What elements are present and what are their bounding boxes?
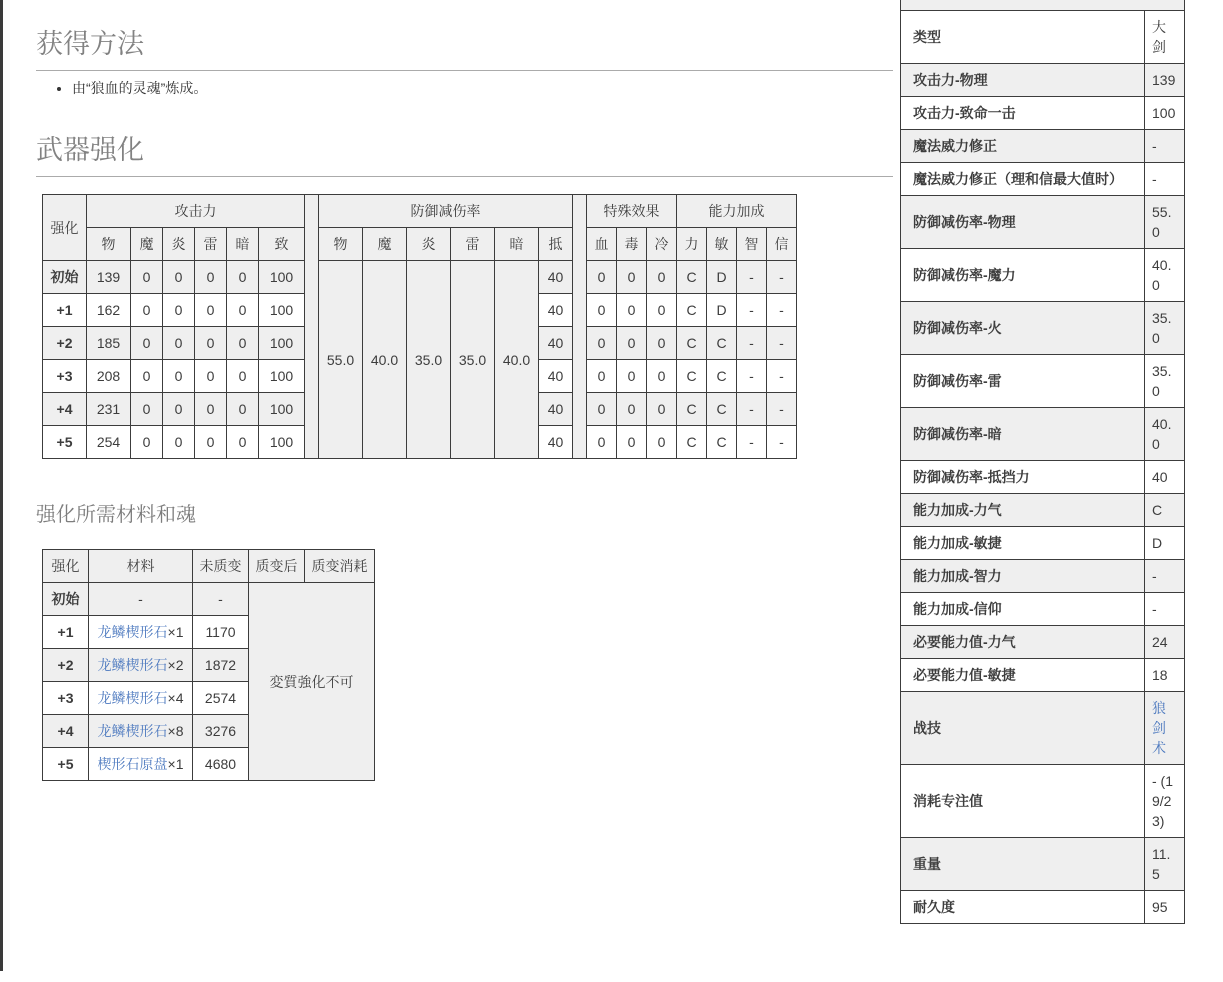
infobox-row: [901, 129, 1185, 162]
attack-value: 0: [163, 327, 195, 360]
infobox-stat-label: 类型: [901, 10, 1145, 63]
infobox-stat-value: 95: [1145, 890, 1185, 923]
infobox-stat-value: [1145, 691, 1185, 764]
upgrade-corner-header: 强化: [43, 195, 87, 261]
material-cell: -: [89, 583, 193, 616]
infobox-stat-value: 139: [1145, 63, 1185, 96]
defense-merged-value: 35.0: [407, 261, 451, 459]
column-header: 物: [319, 228, 363, 261]
upgrade-level-label: +3: [43, 682, 89, 715]
attack-value: 100: [259, 327, 305, 360]
upgrade-level-label: +2: [43, 327, 87, 360]
infobox-row: [901, 526, 1185, 559]
scaling-value: C: [707, 327, 737, 360]
attack-value: 185: [87, 327, 131, 360]
scaling-value: -: [767, 393, 797, 426]
upgrade-level-label: +5: [43, 748, 89, 781]
scaling-value: -: [737, 426, 767, 459]
infobox-stat-label: 魔法威力修正（理和信最大值时）: [901, 162, 1145, 195]
material-qty: ×8: [167, 723, 184, 739]
column-header: 质变消耗: [305, 550, 375, 583]
special-effect-value: 0: [587, 393, 617, 426]
souls-cost: 2574: [193, 682, 249, 715]
upgrade-level-label: +4: [43, 393, 87, 426]
attack-value: 0: [195, 261, 227, 294]
column-header: 暗: [227, 228, 259, 261]
attack-group-header: 攻击力: [87, 195, 305, 228]
column-header: 魔: [363, 228, 407, 261]
scaling-value: -: [767, 360, 797, 393]
infobox-stat-value: 35.0: [1145, 301, 1185, 354]
weapon-stats-infobox: [900, 0, 1184, 924]
infobox-stat-label: 防御减伤率-魔力: [901, 248, 1145, 301]
scaling-value: C: [707, 426, 737, 459]
attack-value: 162: [87, 294, 131, 327]
guard-value: 40: [539, 426, 573, 459]
scaling-value: -: [737, 360, 767, 393]
infobox-row: [901, 354, 1185, 407]
special-effect-value: 0: [647, 294, 677, 327]
infobox-stat-value: 40.0: [1145, 407, 1185, 460]
infobox-row: [901, 691, 1185, 764]
material-cell: [89, 715, 193, 748]
attack-value: 100: [259, 426, 305, 459]
column-header: 信: [767, 228, 797, 261]
special-group-header: 特殊效果: [587, 195, 677, 228]
infobox-row: [901, 625, 1185, 658]
infobox-stat-label: 耐久度: [901, 890, 1145, 923]
column-header: 炎: [407, 228, 451, 261]
attack-value: 0: [227, 393, 259, 426]
column-header: 雷: [451, 228, 495, 261]
attack-value: 231: [87, 393, 131, 426]
infobox-stat-label: 消耗专注值: [901, 764, 1145, 837]
infobox-stat-label: 重量: [901, 837, 1145, 890]
materials-table-wrap: [42, 549, 375, 781]
scaling-value: C: [677, 426, 707, 459]
infobox-row: [901, 460, 1185, 493]
infobox-row: [901, 96, 1185, 129]
infobox-stat-label: 防御减伤率-火: [901, 301, 1145, 354]
infobox-stat-value: - (19/23): [1145, 764, 1185, 837]
column-header: 血: [587, 228, 617, 261]
upgrade-level-label: 初始: [43, 583, 89, 616]
special-effect-value: 0: [587, 294, 617, 327]
column-header: 物: [87, 228, 131, 261]
column-header: 炎: [163, 228, 195, 261]
infobox-row: [901, 493, 1185, 526]
scaling-value: -: [737, 294, 767, 327]
material-cell: [89, 748, 193, 781]
scaling-value: C: [677, 327, 707, 360]
infobox-stat-label: 防御减伤率-暗: [901, 407, 1145, 460]
scaling-value: -: [737, 393, 767, 426]
infobox-row: [901, 248, 1185, 301]
attack-value: 0: [131, 426, 163, 459]
scaling-value: C: [677, 294, 707, 327]
upgrade-level-label: +5: [43, 426, 87, 459]
obtain-method-item: • 由“狼血的灵魂”炼成。: [72, 78, 207, 98]
material-cell: [89, 682, 193, 715]
infobox-stat-label: 攻击力-致命一击: [901, 96, 1145, 129]
infobox-stat-label: 必要能力值-力气: [901, 625, 1145, 658]
attack-value: 0: [163, 261, 195, 294]
scaling-value: D: [707, 294, 737, 327]
scaling-value: -: [767, 261, 797, 294]
attack-value: 0: [163, 360, 195, 393]
scaling-value: C: [677, 393, 707, 426]
infobox-stat-value: -: [1145, 129, 1185, 162]
infobox-cropped-row: [901, 0, 1185, 10]
scaling-value: C: [677, 261, 707, 294]
attack-value: 0: [131, 360, 163, 393]
upgrade-level-label: 初始: [43, 261, 87, 294]
scaling-value: C: [707, 393, 737, 426]
special-effect-value: 0: [647, 426, 677, 459]
defense-merged-value: 40.0: [363, 261, 407, 459]
attack-value: 0: [131, 327, 163, 360]
attack-value: 0: [195, 360, 227, 393]
defense-merged-value: 55.0: [319, 261, 363, 459]
upgrade-level-label: +1: [43, 294, 87, 327]
infobox-row: [901, 10, 1185, 63]
material-qty: ×2: [167, 657, 184, 673]
infobox-stat-value: D: [1145, 526, 1185, 559]
souls-cost: 3276: [193, 715, 249, 748]
special-effect-value: 0: [587, 327, 617, 360]
column-header: 敏: [707, 228, 737, 261]
special-effect-value: 0: [647, 360, 677, 393]
attack-value: 0: [227, 261, 259, 294]
special-effect-value: 0: [617, 360, 647, 393]
special-effect-value: 0: [617, 294, 647, 327]
infobox-row: [901, 195, 1185, 248]
material-cell: [89, 616, 193, 649]
material-qty: ×1: [167, 624, 184, 640]
defense-merged-value: 40.0: [495, 261, 539, 459]
infobox-stat-value: 40: [1145, 460, 1185, 493]
defense-merged-value: 35.0: [451, 261, 495, 459]
special-effect-value: 0: [617, 261, 647, 294]
infobox-row: [901, 592, 1185, 625]
table-spacer: [573, 195, 587, 459]
infobox-stat-label: 能力加成-智力: [901, 559, 1145, 592]
infobox-stat-label: 防御减伤率-物理: [901, 195, 1145, 248]
attack-value: 0: [131, 294, 163, 327]
material-link[interactable]: 楔形石原盘: [97, 756, 168, 772]
column-header: 智: [737, 228, 767, 261]
special-effect-value: 0: [617, 393, 647, 426]
infobox-stat-value: 11.5: [1145, 837, 1185, 890]
special-effect-value: 0: [587, 360, 617, 393]
infobox-stat-value: -: [1145, 559, 1185, 592]
table-spacer: [305, 195, 319, 459]
attack-value: 0: [163, 393, 195, 426]
material-qty: ×4: [167, 690, 184, 706]
infobox-row: [901, 407, 1185, 460]
column-header: 抵: [539, 228, 573, 261]
guard-value: 40: [539, 294, 573, 327]
infobox-stat-value: 100: [1145, 96, 1185, 129]
scaling-value: C: [707, 360, 737, 393]
infobox-stat-value: 大剑: [1145, 10, 1185, 63]
column-header: 冷: [647, 228, 677, 261]
attack-value: 0: [227, 360, 259, 393]
materials-row: [43, 583, 375, 616]
infobox-stat-value: 55.0: [1145, 195, 1185, 248]
upgrade-level-label: +4: [43, 715, 89, 748]
column-header: 致: [259, 228, 305, 261]
infobox-cropped-cell: [901, 0, 1185, 10]
attack-value: 0: [227, 426, 259, 459]
attack-value: 0: [195, 393, 227, 426]
upgrade-group-header-row: [43, 195, 797, 228]
material-link[interactable]: 龙鳞楔形石: [97, 690, 168, 706]
material-qty: ×1: [167, 756, 184, 772]
upgrade-table-wrap: [42, 194, 797, 459]
guard-value: 40: [539, 261, 573, 294]
infobox-row: [901, 301, 1185, 354]
material-link[interactable]: 龙鳞楔形石: [97, 723, 168, 739]
infobox-row: [901, 837, 1185, 890]
attack-value: 0: [163, 426, 195, 459]
infobox-row: [901, 658, 1185, 691]
upgrade-level-label: +1: [43, 616, 89, 649]
scaling-value: -: [737, 327, 767, 360]
attack-value: 0: [131, 393, 163, 426]
infobox-stat-label: 能力加成-力气: [901, 493, 1145, 526]
column-header: 强化: [43, 550, 89, 583]
attack-value: 0: [163, 294, 195, 327]
scaling-value: D: [707, 261, 737, 294]
attack-value: 0: [131, 261, 163, 294]
weapon-skill-link[interactable]: 狼剑术: [1152, 699, 1166, 756]
page-left-border: [0, 0, 3, 971]
column-header: 材料: [89, 550, 193, 583]
section-heading-materials: 强化所需材料和魂: [36, 504, 196, 526]
scaling-value: -: [767, 327, 797, 360]
scaling-value: C: [677, 360, 707, 393]
attack-value: 208: [87, 360, 131, 393]
infusion-unavailable-note: 変質強化不可: [249, 583, 375, 781]
infobox-stat-label: 必要能力值-敏捷: [901, 658, 1145, 691]
infobox-row: [901, 559, 1185, 592]
infobox-stat-value: -: [1145, 592, 1185, 625]
special-effect-value: 0: [617, 327, 647, 360]
special-effect-value: 0: [587, 426, 617, 459]
souls-cost: 1170: [193, 616, 249, 649]
column-header: 暗: [495, 228, 539, 261]
infobox-stat-value: 40.0: [1145, 248, 1185, 301]
souls-cost: 4680: [193, 748, 249, 781]
special-effect-value: 0: [647, 327, 677, 360]
upgrade-level-label: +2: [43, 649, 89, 682]
material-cell: [89, 649, 193, 682]
attack-value: 254: [87, 426, 131, 459]
attack-value: 100: [259, 360, 305, 393]
materials-header-row: [43, 550, 375, 583]
infobox-stat-label: 防御减伤率-抵挡力: [901, 460, 1145, 493]
attack-value: 0: [195, 426, 227, 459]
upgrade-subheader-row: [43, 228, 797, 261]
infobox-stat-value: C: [1145, 493, 1185, 526]
scaling-value: -: [737, 261, 767, 294]
infobox-row: [901, 890, 1185, 923]
column-header: 力: [677, 228, 707, 261]
column-header: 质变后: [249, 550, 305, 583]
special-effect-value: 0: [647, 393, 677, 426]
materials-table: [42, 549, 375, 781]
attack-value: 100: [259, 393, 305, 426]
scaling-value: -: [767, 426, 797, 459]
infobox-stat-label: 魔法威力修正: [901, 129, 1145, 162]
guard-value: 40: [539, 360, 573, 393]
infobox-stat-value: 35.0: [1145, 354, 1185, 407]
scaling-value: -: [767, 294, 797, 327]
column-header: 毒: [617, 228, 647, 261]
infobox-row: [901, 162, 1185, 195]
infobox-row: [901, 764, 1185, 837]
guard-value: 40: [539, 327, 573, 360]
special-effect-value: 0: [587, 261, 617, 294]
special-effect-value: 0: [617, 426, 647, 459]
infobox-row: [901, 63, 1185, 96]
material-link[interactable]: 龙鳞楔形石: [97, 624, 168, 640]
attack-value: 0: [195, 327, 227, 360]
attack-value: 0: [227, 327, 259, 360]
infobox-stat-label: 战技: [901, 691, 1145, 764]
souls-cost: -: [193, 583, 249, 616]
guard-value: 40: [539, 393, 573, 426]
infobox-stat-label: 攻击力-物理: [901, 63, 1145, 96]
infobox-stat-value: 24: [1145, 625, 1185, 658]
defense-group-header: 防御减伤率: [319, 195, 573, 228]
infobox-stat-value: 18: [1145, 658, 1185, 691]
column-header: 未质变: [193, 550, 249, 583]
main-content: [36, 0, 893, 982]
attack-value: 139: [87, 261, 131, 294]
section-heading-upgrade: 武器强化: [36, 128, 893, 177]
infobox-stat-label: 防御减伤率-雷: [901, 354, 1145, 407]
infobox-stat-value: -: [1145, 162, 1185, 195]
material-link[interactable]: 龙鳞楔形石: [97, 657, 168, 673]
obtain-method-list: [54, 78, 207, 98]
special-effect-value: 0: [647, 261, 677, 294]
attack-value: 100: [259, 261, 305, 294]
infobox-stat-label: 能力加成-信仰: [901, 592, 1145, 625]
souls-cost: 1872: [193, 649, 249, 682]
scaling-group-header: 能力加成: [677, 195, 797, 228]
upgrade-level-label: +3: [43, 360, 87, 393]
infobox-stat-label: 能力加成-敏捷: [901, 526, 1145, 559]
attack-value: 0: [195, 294, 227, 327]
upgrade-row: [43, 261, 797, 294]
section-heading-obtain: 获得方法: [36, 22, 893, 71]
column-header: 魔: [131, 228, 163, 261]
attack-value: 0: [227, 294, 259, 327]
infobox-table: [900, 0, 1185, 924]
upgrade-table: [42, 194, 797, 459]
attack-value: 100: [259, 294, 305, 327]
column-header: 雷: [195, 228, 227, 261]
